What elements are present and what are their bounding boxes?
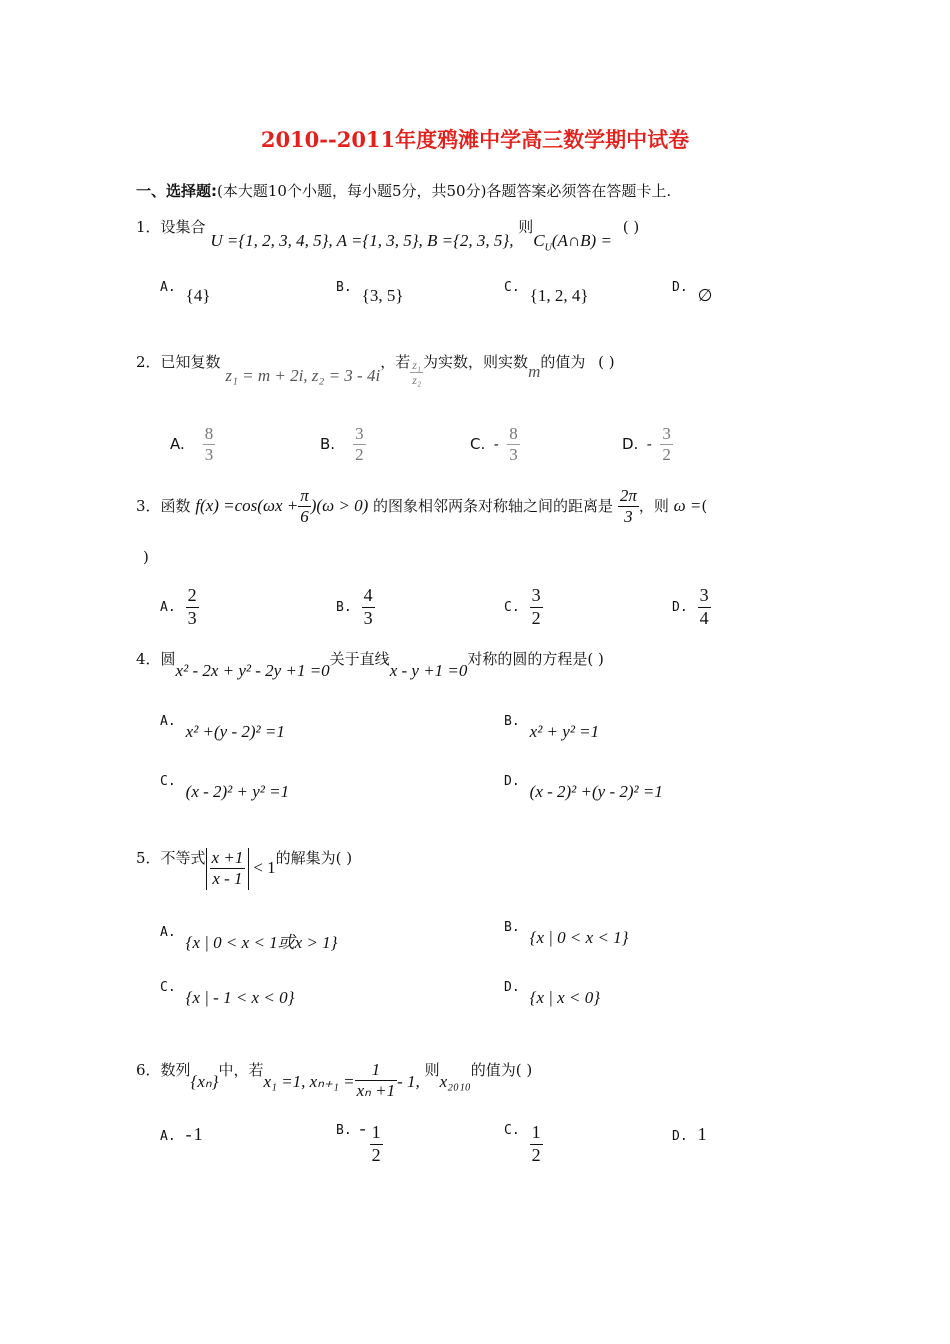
section-note: (本大题10个小题，每小题5分，共50分)各题答案必须答在答题卡上.	[217, 182, 672, 200]
q1-expr: U ={1, 2, 3, 4, 5}, A ={1, 3, 5}, B ={2, 3, 5},	[210, 231, 514, 250]
q2-tail: 为实数，则实数	[423, 352, 529, 371]
q5-lt: < 1	[253, 857, 276, 877]
q5-tail: 的解集为( )	[275, 848, 353, 867]
q6-mid: 中，若	[218, 1060, 264, 1079]
q6-cond2: - 1,	[397, 1071, 420, 1091]
q3-tail: ，则	[638, 496, 669, 515]
q6-fraction: $\frac{1}{\text{xₙ +1}}$	[356, 1060, 396, 1101]
q6-option-a: A. - 1	[160, 1124, 203, 1144]
q2-expr: z₁ = m + 2i, z₂ = 3 - 4i	[225, 365, 381, 385]
q1-option-d: D. ∅	[672, 280, 713, 305]
q2-number: 2．已知复数	[136, 352, 221, 371]
q2-var: m	[528, 361, 541, 381]
q3-option-a: A. $\frac{2}{3}$	[160, 585, 197, 628]
q5-option-a: A.{x | 0 < x < 1或x > 1}	[160, 925, 338, 952]
q4-option-a: A.x² +(y - 2)² =1	[160, 714, 285, 741]
q3-distance-fraction: $\frac{2\pi}{3}$	[619, 486, 637, 527]
q2-option-b: B. $\frac{3}{2}$	[320, 424, 364, 465]
q1-blank: ( )	[622, 218, 640, 236]
q2-blank: ( )	[598, 352, 615, 371]
q4-circle-eq: x² - 2x + y² - 2y +1 =0	[175, 661, 330, 680]
q6-target: x₂₀₁₀	[439, 1071, 471, 1091]
q5-option-b: B.{x | 0 < x < 1}	[504, 920, 629, 947]
q1-option-c: C. {1, 2, 4}	[504, 280, 589, 305]
q5-option-d: D.{x | x < 0}	[504, 980, 600, 1007]
q1-then: 则	[518, 218, 534, 236]
section-header	[136, 180, 671, 201]
q3-option-b: B. $\frac{4}{3}$	[336, 585, 373, 628]
q4-option-c: C.(x - 2)² + y² =1	[160, 774, 290, 801]
q4-line-eq: x - y +1 =0	[389, 661, 468, 680]
q1-option-b: B. {3, 5}	[336, 280, 404, 305]
q5-number: 5．不等式	[136, 848, 206, 867]
question-2	[136, 348, 615, 388]
q5-abs-value: $\frac{x +1}{x - 1}$	[206, 848, 250, 890]
q6-then: 则	[424, 1060, 440, 1079]
q6-option-b: B. - $\frac{1}{2}$	[336, 1118, 381, 1165]
question-3	[136, 486, 707, 528]
q3-expr1: f(x) =cos(ωx +	[195, 495, 299, 515]
q2-option-d: D. - $\frac{3}{2}$	[622, 424, 671, 465]
q2-option-a: A. $\frac{8}{3}$	[170, 424, 214, 465]
q4-number: 4．圆	[136, 650, 176, 668]
q3-number: 3．函数	[136, 496, 191, 515]
q6-cond1: x₁ =1, xₙ₊₁ =	[263, 1071, 355, 1091]
q4-option-d: D.(x - 2)² +(y - 2)² =1	[504, 774, 663, 801]
section-heading: 一、选择题:	[136, 182, 217, 200]
q3-expr2: )(ω > 0)	[310, 495, 369, 515]
q6-sequence: {xₙ}	[190, 1071, 219, 1091]
q6-tail: 的值为( )	[470, 1060, 533, 1079]
q2-fraction: $\frac{\text{z₁}}{\text{z₂}}$	[412, 358, 422, 388]
question-1	[136, 216, 640, 254]
q3-omega: ω =	[673, 495, 702, 515]
q5-option-c: C.{x | - 1 < x < 0}	[160, 980, 295, 1007]
q6-option-c: C. $\frac{1}{2}$	[504, 1122, 541, 1165]
question-5	[136, 838, 353, 889]
exam-title: 2010--2011年度鸦滩中学高三数学期中试卷	[260, 127, 690, 152]
q6-number: 6．数列	[136, 1060, 191, 1079]
q3-pi-fraction: $\frac{\pi}{6}$	[300, 486, 309, 527]
q2-option-c: C. - $\frac{8}{3}$	[470, 424, 518, 465]
q4-tail: 对称的圆的方程是( )	[467, 650, 604, 668]
q3-mid: 的图象相邻两条对称轴之间的距离是	[373, 496, 614, 515]
q1-number: 1．设集合	[136, 218, 206, 236]
q3-option-d: D. $\frac{3}{4}$	[672, 585, 709, 628]
q1-option-a: A. {4}	[160, 280, 211, 305]
q4-mid: 关于直线	[329, 650, 390, 668]
q4-option-b: B.x² + y² =1	[504, 714, 600, 741]
q2-mid: ，若	[380, 352, 411, 371]
q2-end: 的值为	[540, 352, 586, 371]
q3-option-c: C. $\frac{3}{2}$	[504, 585, 541, 628]
question-4	[136, 648, 604, 680]
q6-option-d: D. 1	[672, 1124, 707, 1144]
q1-complement: $C_U(A\cap B)$ =	[533, 231, 612, 254]
q3-open-paren: (	[701, 496, 708, 515]
q3-close-paren: )	[143, 548, 149, 566]
question-6	[136, 1050, 533, 1101]
